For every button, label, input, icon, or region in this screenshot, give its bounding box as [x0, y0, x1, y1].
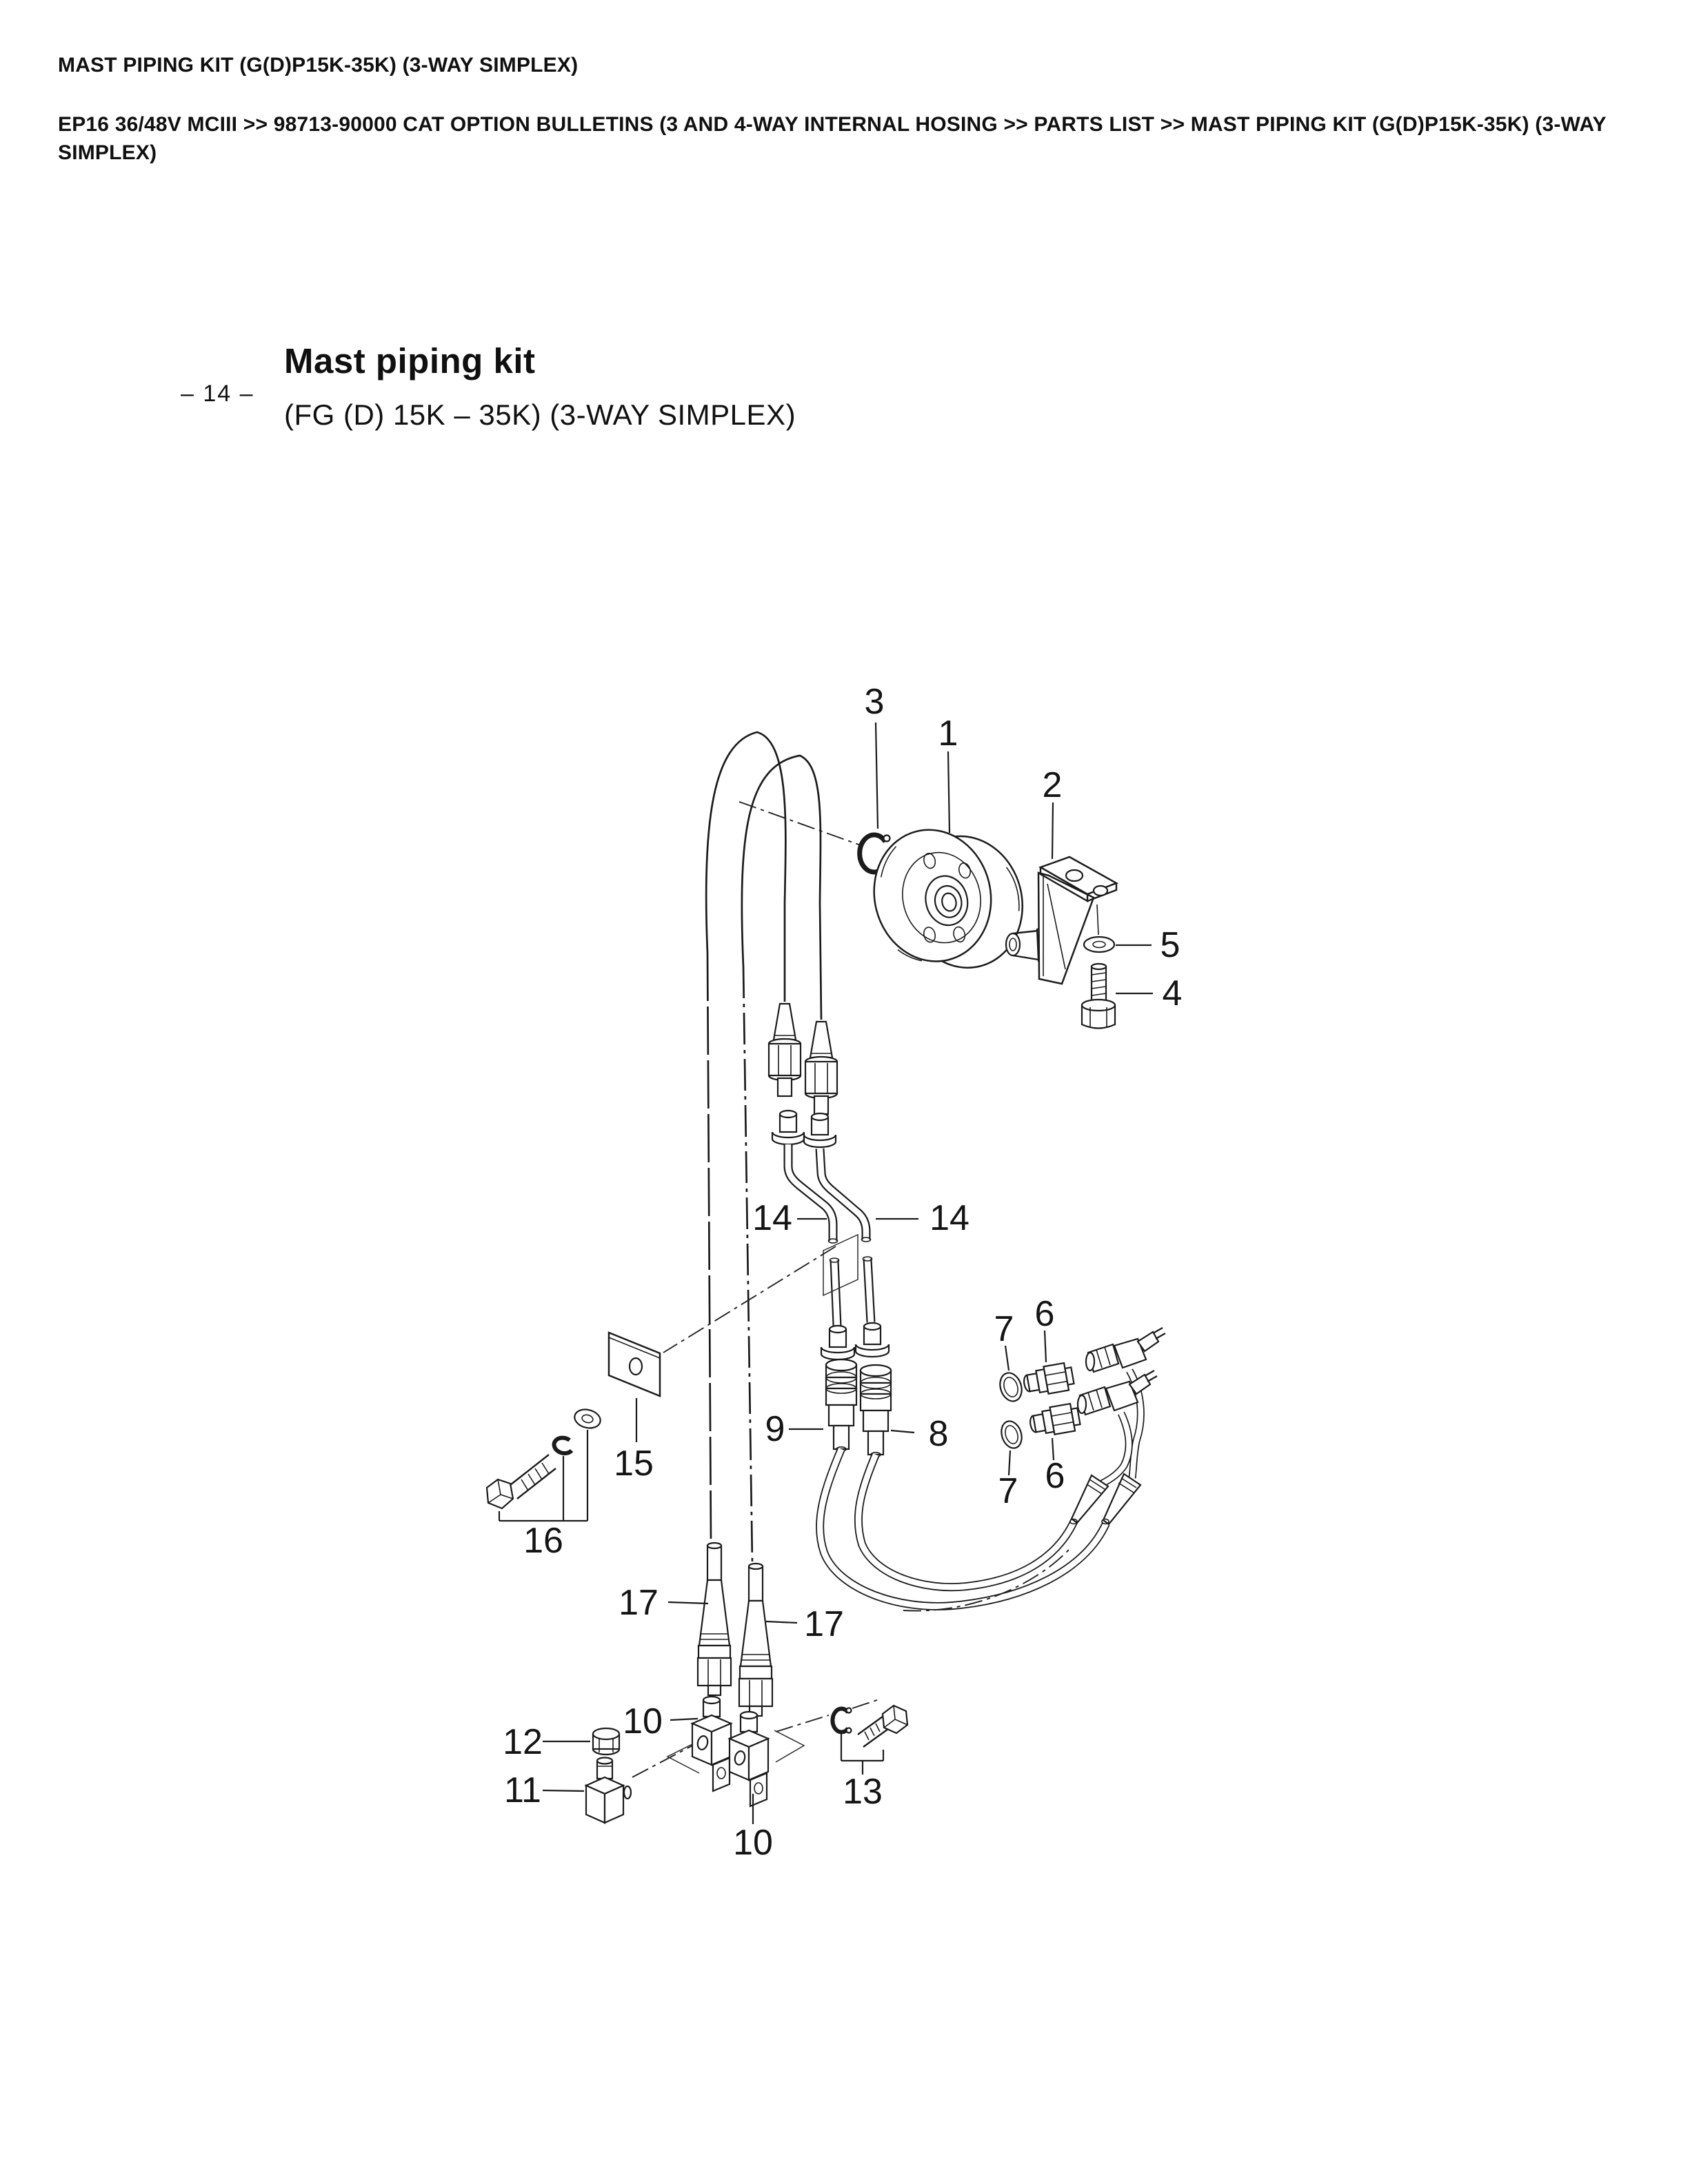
callout-8: 8: [928, 1414, 949, 1454]
block-fitting: [692, 1697, 731, 1791]
callout-7-upper: 7: [994, 1309, 1014, 1349]
callout-10-upper: 10: [623, 1701, 663, 1741]
callout-13: 13: [843, 1772, 883, 1812]
s-bend-pipe: [788, 1144, 839, 1326]
callout-15: 15: [614, 1444, 654, 1484]
clamp-bolt-part: [487, 1455, 556, 1508]
flange-nut: [804, 1113, 836, 1147]
callout-4: 4: [1162, 973, 1183, 1013]
sweep-hose: [858, 1455, 1074, 1587]
hose-end-fitting: [769, 1004, 801, 1096]
flange-nut: [856, 1323, 889, 1357]
callout-14-right: 14: [930, 1198, 969, 1238]
o-ring-part: [998, 1419, 1025, 1451]
callout-11: 11: [504, 1770, 541, 1810]
assembly-axis-line: [776, 1715, 829, 1732]
callout-16: 16: [523, 1521, 563, 1561]
coupler-fitting: [861, 1365, 891, 1457]
snap-ring-small-part: [832, 1708, 851, 1733]
hose-end-fitting-lower: [698, 1543, 731, 1695]
assembly-axis-line: [632, 1744, 695, 1777]
callout-12: 12: [503, 1722, 543, 1762]
assembly-axis-line: [852, 1700, 877, 1708]
page-header-title: MAST PIPING KIT (G(D)P15K-35K) (3-WAY SIMPLEX): [58, 54, 579, 77]
hose-end-fitting: [805, 1022, 837, 1114]
callout-6-lower: 6: [1045, 1456, 1065, 1496]
callout-17-right: 17: [804, 1604, 844, 1644]
callout-10-lower: 10: [733, 1823, 773, 1863]
mount-bolt-part: [1082, 964, 1115, 1029]
s-bend-pipe: [820, 1149, 872, 1322]
callout-5: 5: [1160, 925, 1180, 965]
phantom-clamp-outline: [823, 1235, 858, 1295]
hose-end-fitting-lower: [739, 1564, 772, 1716]
parts-diagram: [428, 655, 1255, 1896]
small-bolt-part: [858, 1706, 907, 1747]
flat-washer-part: [572, 1407, 602, 1430]
union-fitting: [1028, 1403, 1081, 1439]
breadcrumb: EP16 36/48V MCIII >> 98713-90000 CAT OPTION BULLETINS (3 AND 4-WAY INTERNAL HOSING >> PARTS LIST >> MAST PIPING KIT (G(D)P15K-35K) (3-WAY SIMPLEX): [58, 113, 1607, 164]
callout-1: 1: [938, 714, 958, 754]
callout-2: 2: [1042, 765, 1063, 805]
block-fitting: [730, 1712, 768, 1806]
coupler-fitting: [826, 1359, 856, 1451]
figure-title: Mast piping kit: [284, 341, 536, 381]
callout-7-lower: 7: [998, 1471, 1018, 1511]
page-number: – 14 –: [181, 381, 254, 407]
elbow-block-fitting: [586, 1758, 631, 1823]
callout-17-left: 17: [619, 1583, 659, 1623]
union-fitting: [1022, 1362, 1075, 1398]
callout-14-left: 14: [752, 1198, 792, 1238]
lock-washer-part: [554, 1438, 572, 1453]
flange-nut: [821, 1326, 854, 1359]
figure-subtitle: (FG (D) 15K – 35K) (3-WAY SIMPLEX): [284, 398, 796, 431]
callout-6-upper: 6: [1034, 1294, 1055, 1334]
snap-ring-axis-line: [739, 802, 861, 845]
o-ring-part: [996, 1370, 1025, 1404]
clamp-plate-part: [609, 1333, 660, 1396]
cap-fitting: [593, 1728, 619, 1755]
callout-3: 3: [864, 682, 885, 722]
callout-9: 9: [765, 1409, 785, 1449]
phantom-plate-edge: [774, 1730, 804, 1762]
flange-nut: [772, 1111, 804, 1144]
